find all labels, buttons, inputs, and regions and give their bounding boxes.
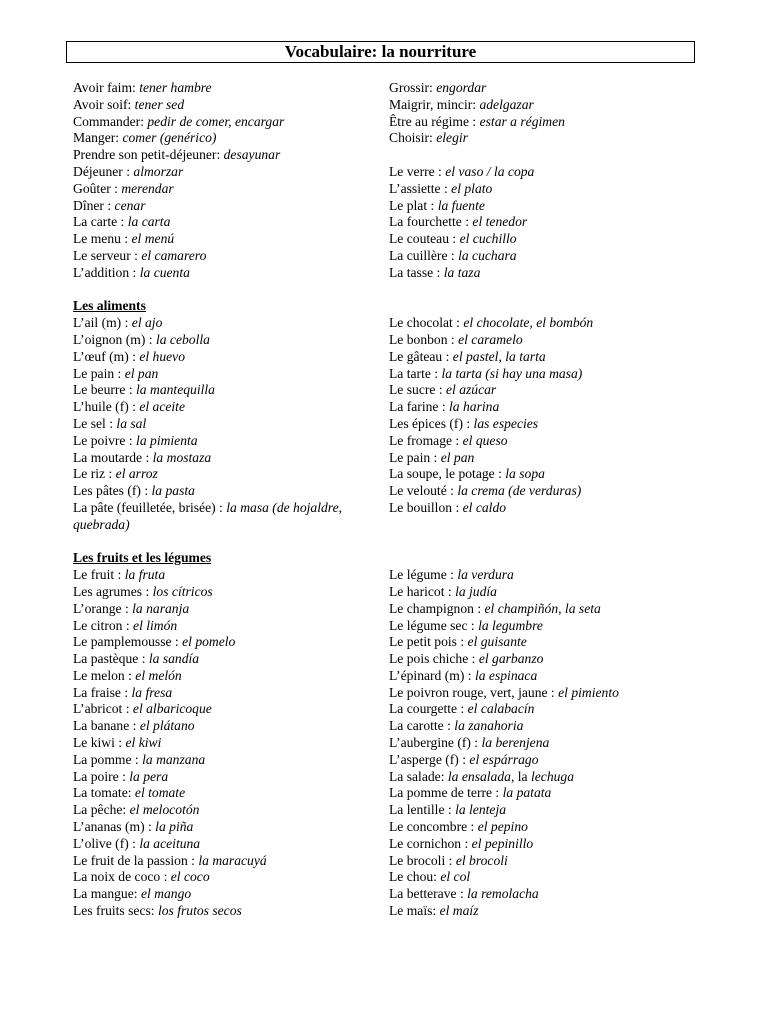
vocab-entry: [73, 785, 388, 802]
vocab-entry: [389, 701, 719, 718]
spanish-translation: tener hambre: [139, 80, 212, 95]
french-term: Le pain :: [389, 449, 441, 465]
vocab-entry: [73, 433, 388, 450]
spanish-translation: la crema (de verduras): [457, 483, 582, 499]
spanish-translation: la judía: [455, 583, 497, 599]
vocab-entry: [73, 500, 388, 534]
vocab-entry: [73, 668, 388, 685]
spanish-translation: el tomate: [134, 785, 186, 801]
french-term: La pomme de terre :: [389, 785, 503, 801]
french-term: Être au régime :: [389, 113, 480, 129]
spanish-translation: el queso: [462, 432, 508, 448]
spanish-translation: la espinaca: [474, 667, 538, 683]
vocab-entry: [389, 500, 719, 517]
vocab-entry: [389, 836, 719, 853]
french-term: Les fruits secs:: [73, 903, 158, 919]
french-term: Le concombre :: [389, 819, 478, 835]
french-term: Prendre son petit-déjeuner:: [73, 147, 224, 163]
spanish-translation: el azúcar: [446, 382, 497, 398]
french-term: Le fromage :: [389, 432, 463, 448]
spanish-translation: almorzar: [133, 163, 184, 179]
spanish-translation: la piña: [155, 819, 194, 835]
french-term: La noix de coco :: [73, 869, 171, 885]
french-term: L’oignon (m) :: [73, 331, 156, 347]
vocab-entry: [73, 265, 388, 282]
vocab-entry: [389, 802, 719, 819]
spanish-translation: la cebolla: [155, 331, 210, 347]
vocab-entry: [73, 567, 388, 584]
spacer: [389, 282, 719, 299]
vocab-entry: [73, 416, 388, 433]
vocab-entry: [73, 718, 388, 735]
spanish-translation: el menú: [131, 231, 175, 247]
french-term: L’orange :: [73, 600, 133, 616]
vocab-entry: [73, 248, 388, 265]
spanish-translation: tener sed: [134, 96, 185, 112]
spanish-translation: la mantequilla: [136, 382, 215, 398]
french-term: Le sel :: [73, 415, 117, 431]
spanish-translation: la aceituna: [139, 835, 201, 851]
section-heading: Les fruits et les légumes: [73, 550, 212, 566]
spanish-translation: la sandía: [148, 651, 200, 667]
vocab-entry: [389, 416, 719, 433]
right-column: [389, 80, 719, 920]
spanish-translation: el pepinillo: [471, 835, 534, 851]
french-term: La pâte (feuilletée, brisée) :: [73, 499, 227, 515]
vocab-entry: [389, 433, 719, 450]
vocab-entry: [73, 701, 388, 718]
french-term: Dîner :: [73, 197, 115, 213]
vocab-entry: [73, 315, 388, 332]
spacer: [389, 534, 719, 551]
spanish-translation: pedir de comer, encargar: [147, 113, 285, 129]
spanish-translation: el maíz: [439, 903, 479, 919]
spanish-translation: la pera: [129, 768, 169, 784]
vocab-entry: [389, 399, 719, 416]
spanish-translation: engordar: [436, 80, 487, 95]
vocab-entry: [73, 332, 388, 349]
vocab-entry: [73, 130, 388, 147]
spanish-translation: la manzana: [142, 751, 206, 767]
vocab-entry: [389, 450, 719, 467]
spanish-translation: la legumbre: [478, 617, 543, 633]
vocab-entry: [389, 315, 719, 332]
vocab-entry: [73, 618, 388, 635]
spanish-translation: la patata: [502, 785, 552, 801]
vocab-entry: [73, 466, 388, 483]
spanish-translation: el melocotón: [129, 802, 200, 818]
french-term: Le chou:: [389, 869, 441, 885]
vocab-entry: [73, 231, 388, 248]
french-term: Le maïs:: [389, 903, 440, 919]
french-term: La salade:: [389, 768, 448, 784]
french-term: L’asperge (f) :: [389, 751, 470, 767]
spanish-translation: el plátano: [139, 718, 195, 734]
vocab-entry: [389, 584, 719, 601]
vocab-entry: [389, 164, 719, 181]
spanish-translation: el albaricoque: [132, 701, 212, 717]
vocab-entry: [389, 114, 719, 131]
vocab-entry: [389, 332, 719, 349]
vocab-entry: [389, 198, 719, 215]
french-term: Les agrumes :: [73, 583, 153, 599]
french-term: L’huile (f) :: [73, 399, 140, 415]
spanish-translation: la harina: [449, 399, 500, 415]
french-term: La fourchette :: [389, 214, 473, 230]
vocab-entry: [389, 366, 719, 383]
spanish-translation: la cuchara: [458, 247, 517, 263]
french-term: La cuillère :: [389, 247, 459, 263]
vocab-entry: [73, 198, 388, 215]
spanish-translation: el aceite: [139, 399, 185, 415]
french-term: La carte :: [73, 214, 128, 230]
spanish-translation: el pimiento: [558, 684, 619, 700]
french-term: Le melon :: [73, 667, 136, 683]
vocab-entry: [73, 97, 388, 114]
french-term: Le plat :: [389, 197, 438, 213]
french-term: Le cornichon :: [389, 835, 472, 851]
spanish-translation: el tenedor: [472, 214, 528, 230]
french-term: La poire :: [73, 768, 130, 784]
spanish-translation: las especies: [473, 415, 539, 431]
vocab-entry: [73, 80, 388, 97]
french-term: La mangue:: [73, 886, 141, 902]
spanish-translation: el limón: [133, 617, 178, 633]
spanish-translation: el plato: [451, 180, 493, 196]
spanish-translation: la cuenta: [139, 264, 190, 280]
spanish-translation: el camarero: [141, 247, 207, 263]
vocab-entry: [389, 214, 719, 231]
french-term: L’ananas (m) :: [73, 819, 156, 835]
spanish-translation: elegir: [436, 130, 468, 146]
spanish-translation: la sopa: [505, 466, 545, 482]
spanish-translation: el pan: [124, 365, 159, 381]
french-term: La soupe, le potage :: [389, 466, 506, 482]
vocab-entry: [73, 147, 388, 164]
french-term: La pêche:: [73, 802, 130, 818]
french-term: Commander:: [73, 113, 148, 129]
spanish-translation: el melón: [135, 667, 182, 683]
spanish-translation: el brocoli: [455, 852, 508, 868]
vocab-entry: [389, 651, 719, 668]
french-term: Le serveur :: [73, 247, 142, 263]
vocab-entry: [389, 735, 719, 752]
spanish-translation: la remolacha: [467, 886, 539, 902]
vocab-entry: [389, 752, 719, 769]
vocab-entry: [389, 853, 719, 870]
vocab-entry: [389, 265, 719, 282]
spanish-translation: el caldo: [462, 499, 507, 515]
french-term: Le légume :: [389, 567, 458, 583]
spanish-translation: el huevo: [139, 348, 185, 364]
spanish-translation: el espárrago: [469, 751, 539, 767]
french-term: L’olive (f) :: [73, 835, 140, 851]
spanish-translation: desayunar: [223, 147, 281, 163]
french-term: Déjeuner :: [73, 163, 134, 179]
vocab-entry: [389, 349, 719, 366]
french-term: Le bonbon :: [389, 331, 459, 347]
vocab-entry: [73, 366, 388, 383]
vocab-entry: [389, 248, 719, 265]
spacer: [389, 517, 719, 534]
french-term: Le pois chiche :: [389, 651, 479, 667]
spanish-translation: el ajo: [131, 315, 163, 331]
spanish-translation: el pomelo: [182, 634, 236, 650]
spanish-translation: el garbanzo: [478, 651, 544, 667]
vocab-entry: [389, 466, 719, 483]
french-term: L’assiette :: [389, 180, 452, 196]
french-term: Le couteau :: [389, 231, 460, 247]
french-term: Le gâteau :: [389, 348, 453, 364]
french-term: Le beurre :: [73, 382, 137, 398]
spanish-translation: el champiñón, la seta: [484, 600, 601, 616]
spanish-translation: el calabacín: [467, 701, 535, 717]
french-term: Les pâtes (f) :: [73, 483, 152, 499]
french-term: Le menu :: [73, 231, 132, 247]
spanish-translation: el pastel, la tarta: [452, 348, 546, 364]
spanish-translation: el vaso / la copa: [445, 163, 535, 179]
spanish-translation: adelgazar: [479, 96, 534, 112]
vocab-entry: [73, 769, 388, 786]
spanish-translation: la pasta: [151, 483, 195, 499]
spanish-translation: la maracuyá: [198, 852, 267, 868]
vocab-entry: [389, 80, 719, 97]
french-term: Le petit pois :: [389, 634, 468, 650]
french-term: L’addition :: [73, 264, 140, 280]
french-term: Les épices (f) :: [389, 415, 474, 431]
vocab-entry: [73, 114, 388, 131]
vocab-entry: [73, 651, 388, 668]
french-term: Le pamplemousse :: [73, 634, 183, 650]
french-term: L’aubergine (f) :: [389, 735, 482, 751]
french-term: Le fruit de la passion :: [73, 852, 199, 868]
spanish-translation: el kiwi: [125, 735, 162, 751]
vocab-entry: [73, 802, 388, 819]
french-term: Manger:: [73, 130, 123, 146]
vocab-entry: [73, 450, 388, 467]
french-term: La tomate:: [73, 785, 135, 801]
french-term: Le velouté :: [389, 483, 458, 499]
french-term: Goûter :: [73, 180, 122, 196]
french-term: La pastèque :: [73, 651, 149, 667]
vocab-entry: [73, 164, 388, 181]
section-heading: Les aliments: [73, 298, 146, 314]
spanish-translation: la tarta (si hay una masa): [441, 365, 583, 381]
vocab-entry: [389, 886, 719, 903]
vocab-entry: [73, 349, 388, 366]
vocab-entry: [73, 214, 388, 231]
spanish-translation: la ensalada: [447, 768, 511, 784]
french-term: Le sucre :: [389, 382, 446, 398]
spanish-translation: los cítricos: [152, 583, 213, 599]
french-term: Le poivron rouge, vert, jaune :: [389, 684, 559, 700]
french-term: Le brocoli :: [389, 852, 456, 868]
french-term: Le chocolat :: [389, 315, 464, 331]
french-term: Avoir soif:: [73, 96, 135, 112]
spanish-translation: la verdura: [457, 567, 514, 583]
vocab-entry: [389, 869, 719, 886]
vocab-entry: [73, 601, 388, 618]
spanish-translation: la sal: [116, 415, 147, 431]
vocab-entry: [73, 584, 388, 601]
vocab-entry: [389, 668, 719, 685]
vocab-entry: [73, 819, 388, 836]
vocab-entry: [73, 752, 388, 769]
french-term: La moutarde :: [73, 449, 153, 465]
vocab-entry: [389, 785, 719, 802]
vocab-entry: [389, 634, 719, 651]
spacer: [73, 534, 388, 551]
spanish-translation: el pepino: [477, 819, 528, 835]
french-term: La farine :: [389, 399, 450, 415]
spanish-translation: la pimienta: [136, 432, 198, 448]
french-term: L’épinard (m) :: [389, 667, 475, 683]
french-term: La pomme :: [73, 751, 143, 767]
french-term: La betterave :: [389, 886, 468, 902]
vocab-entry: [389, 618, 719, 635]
spacer: [73, 282, 388, 299]
french-term: Le citron :: [73, 617, 134, 633]
french-term: Le verre :: [389, 163, 446, 179]
vocab-entry: [389, 231, 719, 248]
vocab-entry: [389, 483, 719, 500]
vocab-entry: [389, 382, 719, 399]
vocab-entry: [389, 718, 719, 735]
french-term: Le riz :: [73, 466, 116, 482]
vocab-entry: [389, 601, 719, 618]
french-term: Le pain :: [73, 365, 125, 381]
french-term: La carotte :: [389, 718, 455, 734]
vocab-entry: [73, 181, 388, 198]
spanish-translation: la naranja: [132, 600, 190, 616]
vocab-entry: [73, 483, 388, 500]
spacer: [389, 550, 719, 567]
vocab-entry: [73, 382, 388, 399]
french-term: Le fruit :: [73, 567, 125, 583]
vocab-entry: [389, 903, 719, 920]
french-term: Grossir:: [389, 80, 437, 95]
vocab-entry: [389, 97, 719, 114]
spanish-translation: cenar: [114, 197, 146, 213]
vocab-entry: [389, 769, 719, 786]
spanish-translation: la fuente: [437, 197, 485, 213]
french-term: Le légume sec :: [389, 617, 479, 633]
vocab-entry: [73, 836, 388, 853]
french-term: L’abricot :: [73, 701, 133, 717]
spanish-translation: la mostaza: [152, 449, 212, 465]
spanish-translation: los frutos secos: [157, 903, 242, 919]
spanish-translation: comer (genérico): [122, 130, 217, 146]
vocab-entry: [389, 130, 719, 147]
spanish-translation: la lenteja: [455, 802, 507, 818]
page-title: Vocabulaire: la nourriture: [66, 41, 695, 63]
french-term: La lentille :: [389, 802, 456, 818]
french-term: Choisir:: [389, 130, 437, 146]
french-term: Avoir faim:: [73, 80, 140, 95]
french-term: Le haricot :: [389, 583, 456, 599]
spanish-translation: la carta: [127, 214, 171, 230]
french-term: L’œuf (m) :: [73, 348, 140, 364]
spanish-translation: el arroz: [115, 466, 158, 482]
vocab-entry: [73, 886, 388, 903]
vocab-entry: [73, 685, 388, 702]
vocab-entry: [389, 819, 719, 836]
spanish-translation: el mango: [140, 886, 192, 902]
spanish-translation: el chocolate, el bombón: [463, 315, 594, 331]
spanish-translation: el caramelo: [458, 331, 523, 347]
spanish-translation: el pan: [440, 449, 475, 465]
spanish-translation: lechuga: [530, 768, 575, 784]
vocab-entry: [389, 567, 719, 584]
french-term: Le kiwi :: [73, 735, 126, 751]
french-term: La fraise :: [73, 684, 132, 700]
spanish-translation: la fruta: [124, 567, 166, 583]
vocab-entry: [73, 634, 388, 651]
spanish-translation: la fresa: [131, 684, 173, 700]
french-term: L’ail (m) :: [73, 315, 132, 331]
left-column: [73, 80, 388, 920]
french-term: La tarte :: [389, 365, 442, 381]
vocab-entry: [73, 735, 388, 752]
french-term: La banane :: [73, 718, 140, 734]
vocab-entry: [73, 869, 388, 886]
vocab-entry: [73, 853, 388, 870]
spanish-translation: estar a régimen: [479, 113, 565, 129]
spanish-translation: la masa (de hojaldre, quebrada): [73, 499, 343, 532]
vocab-entry: [389, 181, 719, 198]
french-term: , la: [510, 768, 531, 784]
vocab-entry: [73, 903, 388, 920]
spacer: [389, 147, 719, 164]
french-term: La tasse :: [389, 264, 444, 280]
french-term: Le bouillon :: [389, 499, 463, 515]
french-term: La courgette :: [389, 701, 468, 717]
spanish-translation: el col: [440, 869, 471, 885]
french-term: Maigrir, mincir:: [389, 96, 480, 112]
spanish-translation: la zanahoria: [454, 718, 524, 734]
vocab-entry: [389, 685, 719, 702]
spanish-translation: merendar: [121, 180, 174, 196]
spanish-translation: el coco: [170, 869, 210, 885]
spanish-translation: la taza: [443, 264, 481, 280]
french-term: Le poivre :: [73, 432, 137, 448]
vocab-entry: [73, 399, 388, 416]
spanish-translation: la berenjena: [481, 735, 550, 751]
spanish-translation: el cuchillo: [459, 231, 517, 247]
french-term: Le champignon :: [389, 600, 485, 616]
spanish-translation: el guisante: [467, 634, 527, 650]
spacer: [389, 298, 719, 315]
